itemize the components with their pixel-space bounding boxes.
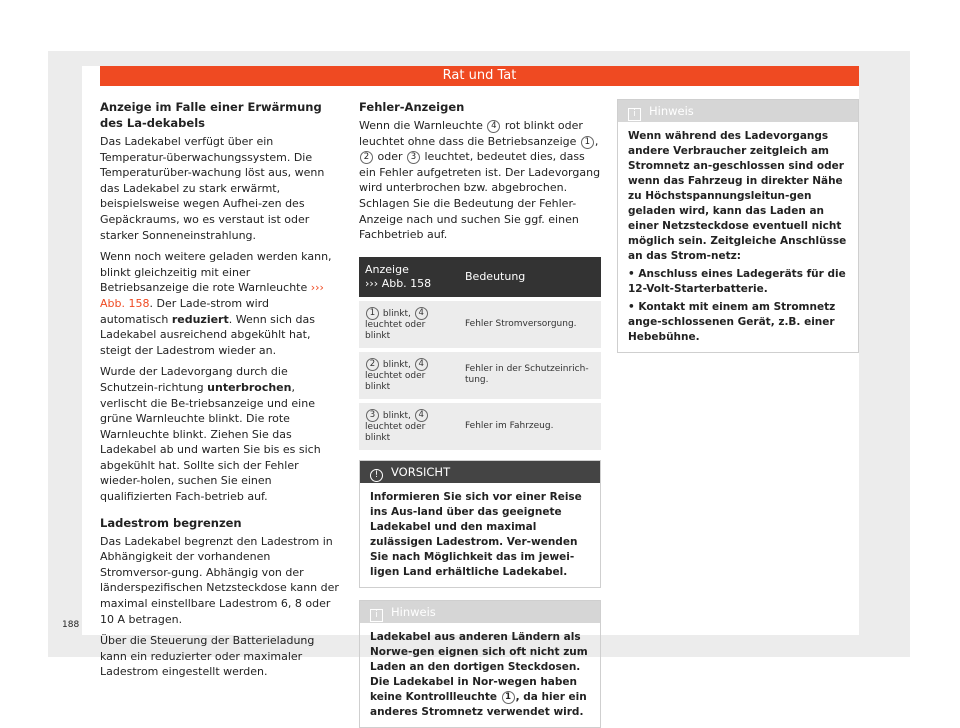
- table-row: [359, 299, 601, 350]
- paragraph-battery-control: Über die Steuerung der Batterieladung kann ein reduzierter oder maximaler Ladestrom eingestellt werden.: [100, 634, 315, 679]
- note-header: i Hinweis: [360, 601, 600, 623]
- paragraph-error-indicators: Wenn die Warnleuchte 4 rot blinkt oder leuchtet ohne dass die Betriebsanzeige 1 , 2 oder 3 leuchtet, bedeutet dies, dass ein Fehler aufgetreten ist. Der Ladevorgang wird unterbrochen bzw. abgebrochen. Schlagen Sie die Bedeutung der Fehler-Anzeige nach und suchen Sie ggf. einen Fachbetrieb auf.: [359, 119, 601, 242]
- column-right: [617, 99, 859, 353]
- table-row: [359, 350, 601, 401]
- table-cell-meaning: Fehler in der Schutzeinrich-tung.: [459, 350, 601, 401]
- table-row: [359, 401, 601, 450]
- paragraph-warning-light: Wenn noch weitere geladen werden kann, blinkt gleichzeitig mit einer Betriebsanzeige die rote Warnleuchte ››› Abb. 158. Der Lade-strom wird automatisch reduziert. Wenn sich das Ladekabel ausreichend abgekühlt hat, steigt der Ladestrom wieder an.: [100, 250, 332, 357]
- caution-header: ! VORSICHT: [360, 461, 600, 483]
- caution-body: Informieren Sie sich vor einer Reise ins Aus-land über das geeignete Ladekabel und den maximal zulässigen Ladestrom. Ver-wenden Sie nach Möglichkeit das im jewei-ligen Land erhältliche Ladekabel.: [370, 490, 582, 578]
- indicator-number-3: 3: [407, 151, 420, 164]
- heading-limit-current: Ladestrom begrenzen: [100, 515, 242, 530]
- section-header: Rat und Tat: [100, 66, 859, 86]
- caution-box: [359, 460, 601, 588]
- caution-icon: !: [370, 469, 383, 482]
- table-cell-indicator: 3 blinkt, 4 leuchtet oder blinkt: [359, 401, 459, 450]
- info-icon: i: [370, 609, 383, 622]
- paragraph-interrupted: Wurde der Ladevorgang durch die Schutzein-richtung unterbrochen, verlischt die Be-triebsanzeige und eine grüne Warnleuchte blinkt. Die rote Warnleuchte blinkt. Ziehen Sie das Ladekabel ab und warten Sie bis es sich abgekühlt hat. Sollte sich der Fehler wieder-holen, suchen Sie einen qualifizierten Fach-betrieb auf.: [100, 365, 321, 504]
- column-middle: [359, 99, 601, 728]
- table-cell-meaning: Fehler im Fahrzeug.: [459, 401, 601, 450]
- figure-reference-link[interactable]: ››› Abb. 158: [100, 281, 324, 310]
- table-cell-indicator: 1 blinkt, 4 leuchtet oder blinkt: [359, 299, 459, 350]
- indicator-number-1: 1: [581, 136, 594, 149]
- error-table: [359, 257, 601, 450]
- note-box: [617, 99, 859, 353]
- heading-overheat: Anzeige im Falle einer Erwärmung des La-dekabels: [100, 100, 322, 130]
- paragraph-limit-current: Das Ladekabel begrenzt den Ladestrom in Abhängigkeit der vorhandenen Stromversor-gung. Abhängig von der länderspezifischen Netzsteckdose kann der maximal einstellbare Ladestrom 6, 8 oder 10 A betragen.: [100, 534, 339, 626]
- table-header-meaning: Bedeutung: [459, 257, 601, 299]
- note-header: i Hinweis: [618, 100, 858, 122]
- indicator-number-4: 4: [487, 120, 500, 133]
- note-body: Ladekabel aus anderen Ländern als Norwe-gen eignen sich oft nicht zum Laden an den dortigen Steckdosen. Die Ladekabel in Nor-wegen haben keine Kontrollleuchte 1 , da hier ein anderes Stromnetz verwendet wird.: [370, 630, 588, 718]
- info-icon: i: [628, 108, 641, 121]
- page-number: 188: [62, 620, 80, 630]
- indicator-number-2: 2: [360, 151, 373, 164]
- column-left: [100, 99, 340, 686]
- heading-error-indicators: Fehler-Anzeigen: [359, 100, 465, 114]
- table-cell-indicator: 2 blinkt, 4 leuchtet oder blinkt: [359, 350, 459, 401]
- table-header-indicator: Anzeige ››› Abb. 158: [359, 257, 459, 299]
- note-box: [359, 600, 601, 728]
- table-header-row: [359, 257, 601, 299]
- table-cell-meaning: Fehler Stromversorgung.: [459, 299, 601, 350]
- paragraph-temperature: Das Ladekabel verfügt über ein Temperatur-überwachungssystem. Die Temperaturüber-wachung löst aus, wenn das Ladekabel zu stark erwärmt, beispielsweise wegen Aufhei-zen des Gepäckraums, wo es verstaut ist oder starker Sonneneinstrahlung.: [100, 135, 325, 242]
- note-body: Wenn während des Ladevorgangs andere Verbraucher zeitgleich am Stromnetz an-geschlossen sind oder wenn das Fahrzeug in direkter Nähe zu Höchstspannungsleitun-gen geladen wird, kann das Laden an einer Netzsteckdose eventuell nicht möglich sein. Zeitgleiche Anschlüsse an das Strom-netz: • Anschluss eines Ladegeräts für die 12-Volt-Starterbatterie. • Kontakt mit einem am Stromnetz ange-schlossenen Gerät, z.B. einer Hebebühne.: [628, 130, 847, 343]
